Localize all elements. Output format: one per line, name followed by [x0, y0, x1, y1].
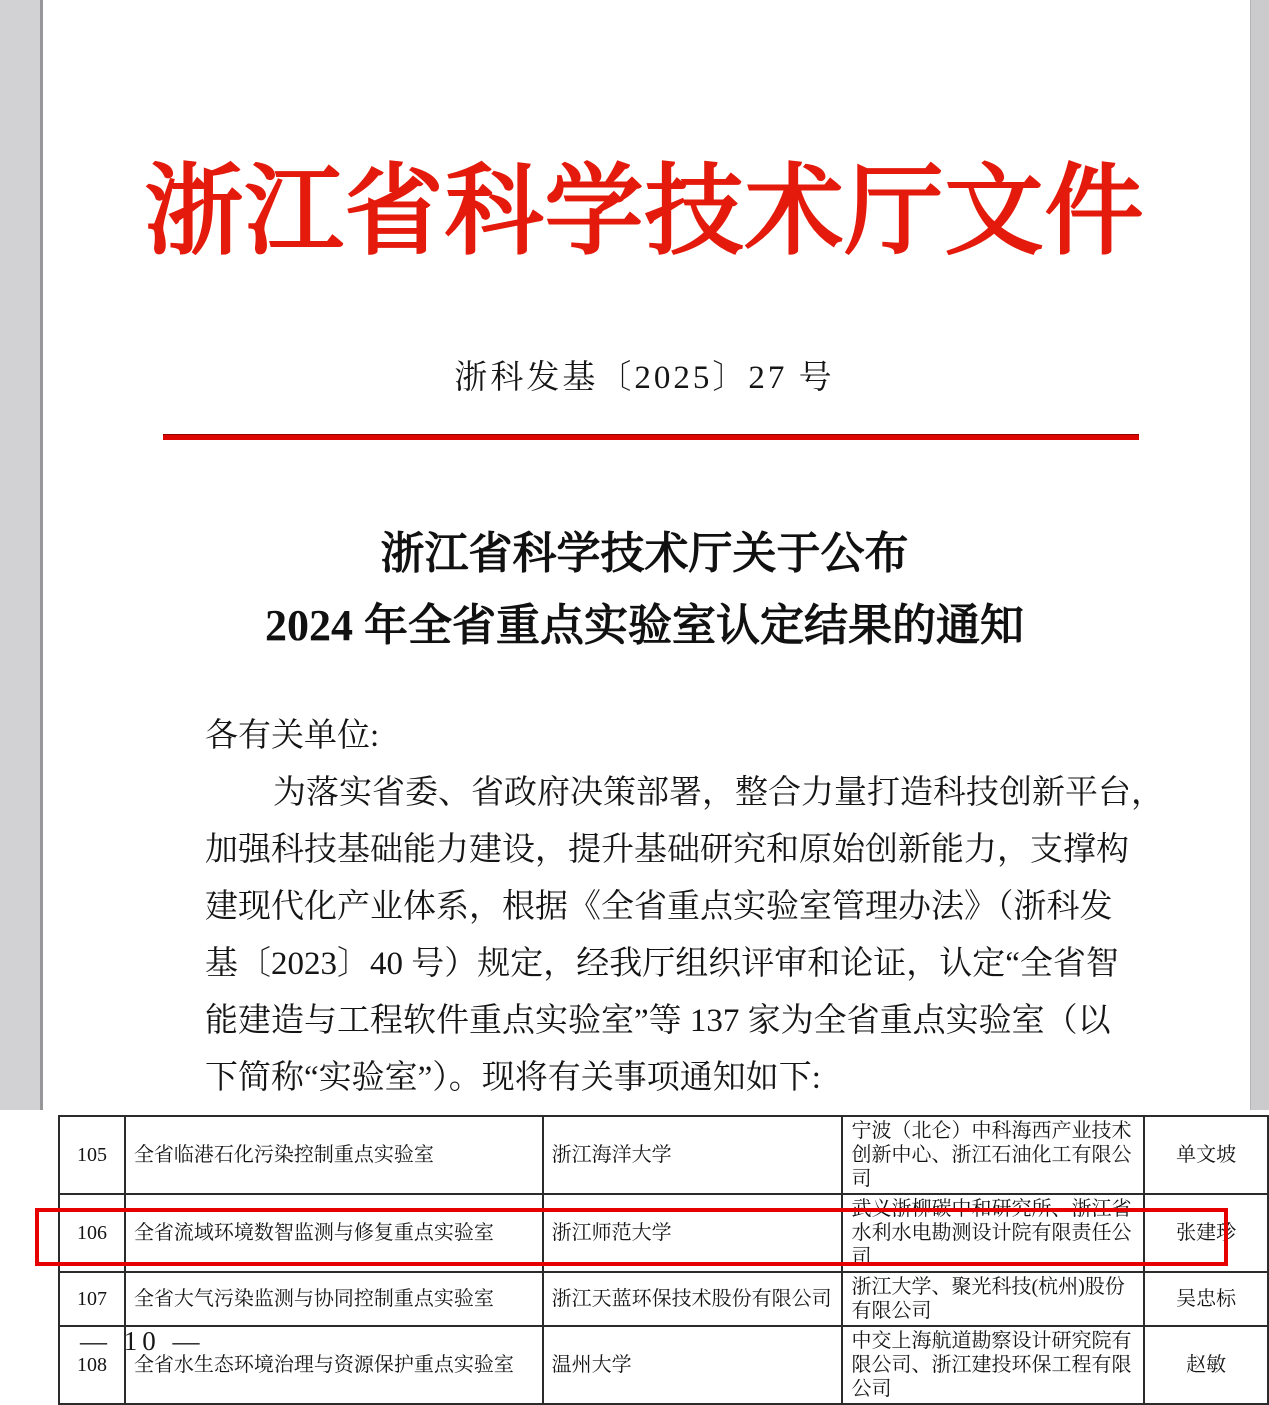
document-number: 浙科发基〔2025〕27 号: [454, 360, 835, 396]
red-divider-rule: [163, 434, 1139, 440]
body-line: 能建造与工程软件重点实验室”等 137 家为全省重点实验室（以: [205, 1003, 1111, 1039]
row-number: 106: [59, 1194, 125, 1272]
page-margin-right: [1250, 0, 1269, 1110]
host-institution: 温州大学: [543, 1326, 843, 1404]
host-institution: 浙江师范大学: [543, 1194, 843, 1272]
partner-organizations: 武义浙柳碳中和研究所、浙江省水利水电勘测设计院有限责任公司: [842, 1194, 1144, 1272]
table-row-108: [59, 1326, 1268, 1404]
row-number: 107: [59, 1272, 125, 1326]
partner-organizations: 宁波（北仑）中科海西产业技术创新中心、浙江石油化工有限公司: [842, 1116, 1144, 1194]
table-row-106: [59, 1194, 1268, 1272]
lab-director: 赵敏: [1144, 1326, 1268, 1404]
partner-organizations: 浙江大学、聚光科技(杭州)股份有限公司: [842, 1272, 1144, 1326]
lab-name: 全省临港石化污染控制重点实验室: [125, 1116, 543, 1194]
labs-table-section: [0, 1110, 1269, 1400]
row-number: 108: [59, 1326, 125, 1404]
row-number: 105: [59, 1116, 125, 1194]
lab-name: 全省大气污染监测与协同控制重点实验室: [125, 1272, 543, 1326]
lab-name: 全省水生态环境治理与资源保护重点实验室: [125, 1326, 543, 1404]
host-institution: 浙江天蓝环保技术股份有限公司: [543, 1272, 843, 1326]
table-row-105: [59, 1116, 1268, 1194]
lab-director: 单文坡: [1144, 1116, 1268, 1194]
body-line: 为落实省委、省政府决策部署，整合力量打造科技创新平台，: [273, 775, 1164, 811]
notice-body: [205, 708, 1164, 1107]
labs-table: [58, 1115, 1269, 1405]
partner-organizations: 中交上海航道勘察设计研究院有限公司、浙江建投环保工程有限公司: [842, 1326, 1144, 1404]
agency-letterhead-title: 浙江省科学技术厅文件: [144, 158, 1145, 267]
lab-director: 张建珍: [1144, 1194, 1268, 1272]
body-line: 下简称“实验室”）。现将有关事项通知如下:: [205, 1060, 821, 1096]
page-number: — 10 —: [80, 1326, 205, 1356]
notice-title-line1: 浙江省科学技术厅关于公布: [380, 529, 909, 578]
lab-name: 全省流域环境数智监测与修复重点实验室: [125, 1194, 543, 1272]
notice-title-line2: 2024 年全省重点实验室认定结果的通知: [265, 601, 1024, 650]
host-institution: 浙江海洋大学: [543, 1116, 843, 1194]
lab-director: 吴忠标: [1144, 1272, 1268, 1326]
table-row-107-highlighted: [59, 1272, 1268, 1326]
page-margin-left: [0, 0, 43, 1110]
body-line: 加强科技基础能力建设，提升基础研究和原始创新能力，支撑构: [205, 832, 1129, 868]
salutation: 各有关单位:: [205, 718, 380, 754]
body-line: 基〔2023〕40 号）规定，经我厅组织评审和论证，认定“全省智: [205, 946, 1119, 982]
body-line: 建现代化产业体系，根据《全省重点实验室管理办法》（浙科发: [205, 889, 1113, 925]
